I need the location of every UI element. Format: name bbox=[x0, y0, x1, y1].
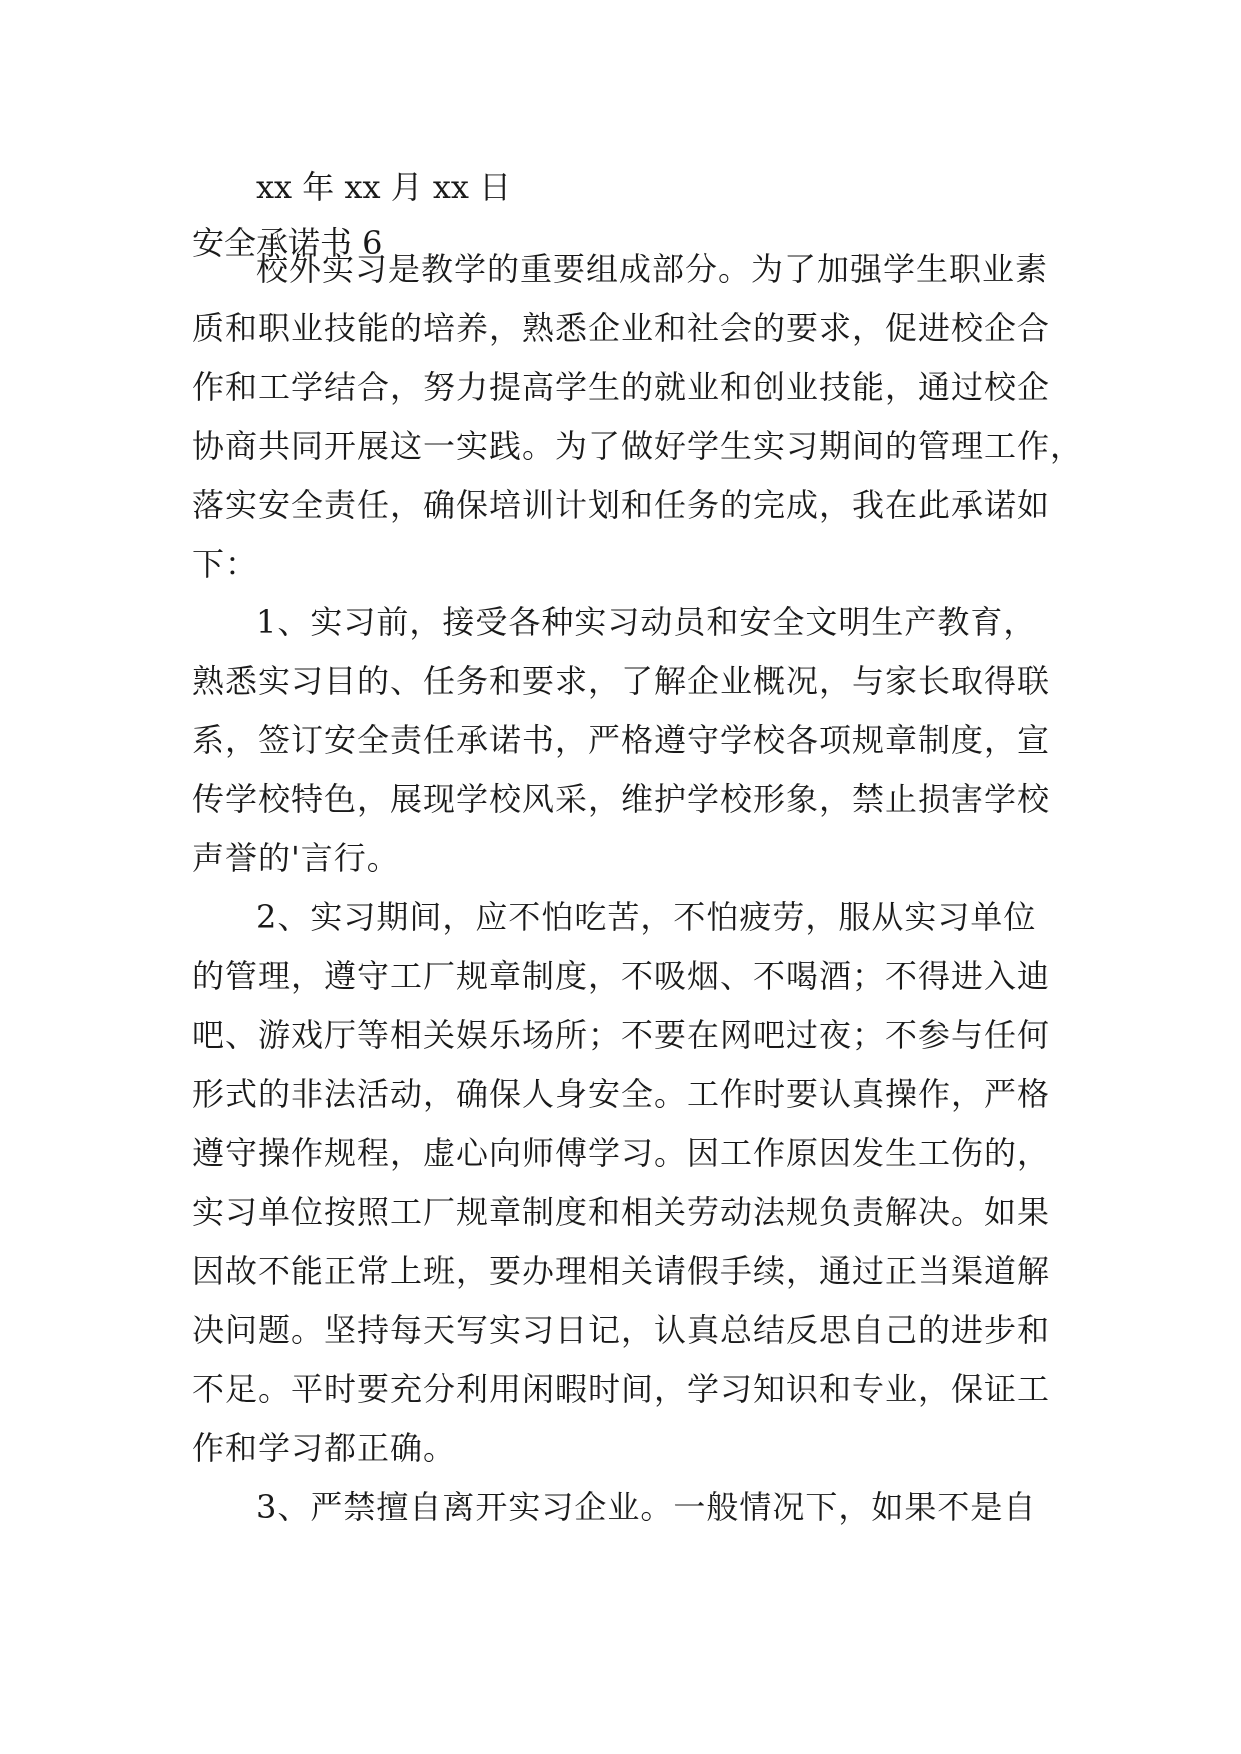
paragraph-line: 决问题。坚持每天写实习日记，认真总结反思自己的进步和 bbox=[192, 1311, 1051, 1349]
paragraph-line: 熟悉实习目的、任务和要求，了解企业概况，与家长取得联 bbox=[192, 662, 1051, 700]
paragraph-line: 1、实习前，接受各种实习动员和安全文明生产教育， bbox=[256, 603, 1037, 641]
paragraph-line: 校外实习是教学的重要组成部分。为了加强学生职业素 bbox=[256, 250, 1049, 288]
date-line: xx 年 xx 月 xx 日 bbox=[256, 168, 512, 206]
paragraph-line: 作和工学结合，努力提高学生的就业和创业技能，通过校企 bbox=[192, 368, 1051, 406]
paragraph-line: 3、严禁擅自离开实习企业。一般情况下，如果不是自 bbox=[256, 1488, 1037, 1526]
paragraph-line: 传学校特色，展现学校风采，维护学校形象，禁止损害学校 bbox=[192, 780, 1051, 818]
paragraph-line: 声誉的'言行。 bbox=[192, 839, 400, 877]
paragraph-line: 质和职业技能的培养，熟悉企业和社会的要求，促进校企合 bbox=[192, 309, 1051, 347]
paragraph-item-2 bbox=[192, 888, 1052, 1478]
paragraph-line: 下： bbox=[192, 545, 259, 583]
paragraph-line: 因故不能正常上班，要办理相关请假手续，通过正当渠道解 bbox=[192, 1252, 1051, 1290]
paragraph-line: 吧、游戏厅等相关娱乐场所；不要在网吧过夜；不参与任何 bbox=[192, 1016, 1051, 1054]
paragraph-line: 作和学习都正确。 bbox=[192, 1429, 457, 1467]
paragraph-intro bbox=[192, 240, 1084, 594]
paragraph-line: 形式的非法活动，确保人身安全。工作时要认真操作，严格 bbox=[192, 1075, 1051, 1113]
paragraph-line: 2、实习期间，应不怕吃苦，不怕疲劳，服从实习单位 bbox=[256, 898, 1037, 936]
paragraph-line: 协商共同开展这一实践。为了做好学生实习期间的管理工作， bbox=[192, 427, 1084, 465]
paragraph-line: 系，签订安全责任承诺书，严格遵守学校各项规章制度，宣 bbox=[192, 721, 1051, 759]
paragraph-line: 的管理，遵守工厂规章制度，不吸烟、不喝酒；不得进入迪 bbox=[192, 957, 1051, 995]
paragraph-line: 遵守操作规程，虚心向师傅学习。因工作原因发生工伤的， bbox=[192, 1134, 1051, 1172]
paragraph-line: 实习单位按照工厂规章制度和相关劳动法规负责解决。如果 bbox=[192, 1193, 1051, 1231]
paragraph-item-1 bbox=[192, 593, 1052, 888]
document-title: 安全承诺书 6 bbox=[192, 224, 383, 262]
paragraph-item-3 bbox=[192, 1478, 1052, 1537]
paragraph-line: 落实安全责任，确保培训计划和任务的完成，我在此承诺如 bbox=[192, 486, 1051, 524]
paragraph-line: 不足。平时要充分利用闲暇时间，学习知识和专业，保证工 bbox=[192, 1370, 1051, 1408]
